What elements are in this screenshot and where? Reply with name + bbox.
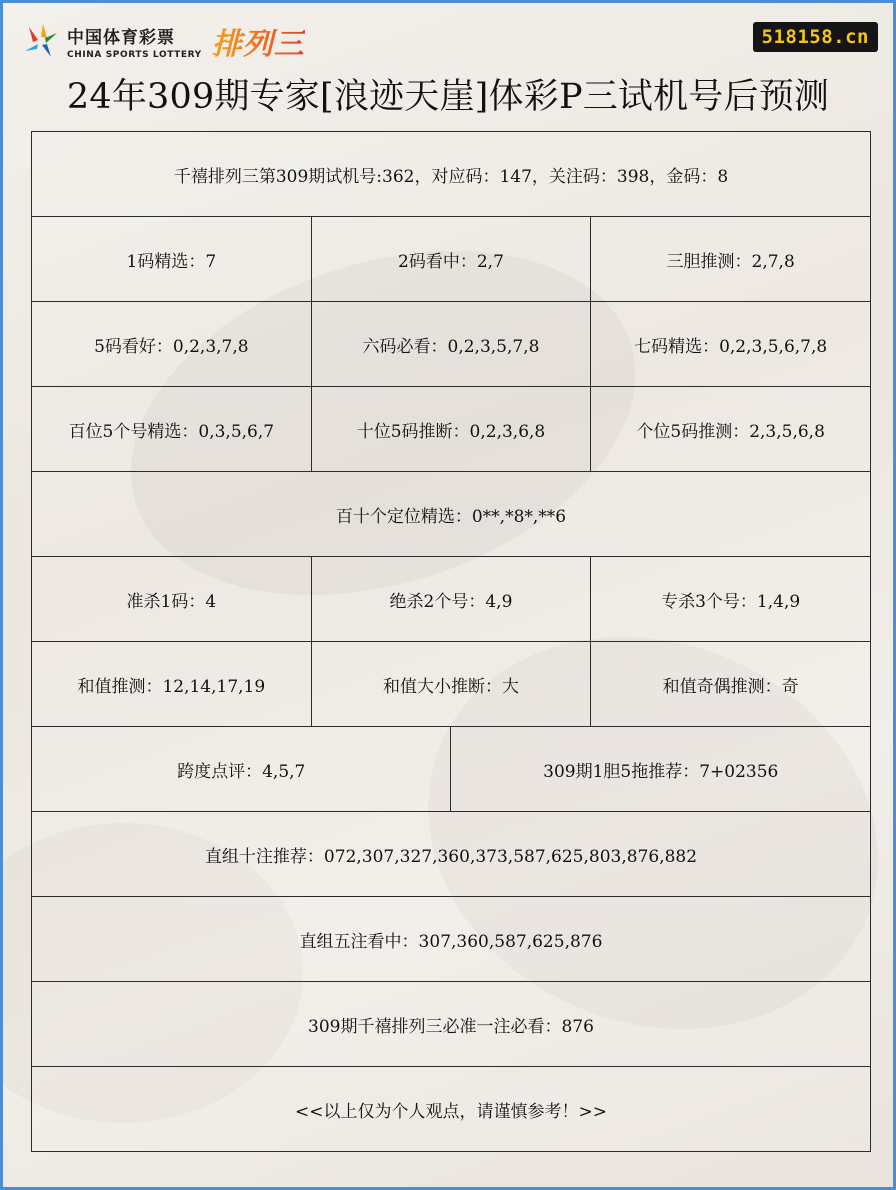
table-cell: 直组五注看中：307,360,587,625,876 (32, 897, 871, 982)
table-cell: 六码必看：0,2,3,5,7,8 (311, 302, 591, 387)
table-cell: 和值大小推断：大 (311, 642, 591, 727)
table-cell: 准杀1码：4 (32, 557, 312, 642)
table-cell: 5码看好：0,2,3,7,8 (32, 302, 312, 387)
table-row (32, 727, 871, 812)
china-sports-lottery-logo (21, 19, 305, 63)
table-row (32, 132, 871, 217)
header (3, 3, 893, 131)
prediction-table (31, 131, 871, 1152)
lottery-star-logo-icon (21, 21, 61, 61)
table-cell: 跨度点评：4,5,7 (32, 727, 451, 812)
disclaimer: <<以上仅为个人观点，请谨慎参考！>> (32, 1067, 871, 1152)
table-cell: 百位5个号精选：0,3,5,6,7 (32, 387, 312, 472)
table-cell: 和值奇偶推测：奇 (591, 642, 871, 727)
table-cell: 绝杀2个号：4,9 (311, 557, 591, 642)
site-badge: 518158.cn (753, 22, 878, 52)
table-row (32, 472, 871, 557)
table-row (32, 387, 871, 472)
table-cell: 专杀3个号：1,4,9 (591, 557, 871, 642)
table-cell: 千禧排列三第309期试机号:362，对应码：147，关注码：398，金码：8 (32, 132, 871, 217)
logo-chinese-text: 中国体育彩票 (67, 27, 175, 48)
table-row (32, 217, 871, 302)
table-cell: 三胆推测：2,7,8 (591, 217, 871, 302)
table-cell: 和值推测：12,14,17,19 (32, 642, 312, 727)
table-cell: 1码精选：7 (32, 217, 312, 302)
table-cell: 百十个定位精选：0**,*8*,**6 (32, 472, 871, 557)
game-name-logo: 排列三 (212, 19, 305, 63)
table-cell: 309期千禧排列三必准一注必看：876 (32, 982, 871, 1067)
table-row (32, 982, 871, 1067)
table-cell: 2码看中：2,7 (311, 217, 591, 302)
logo-english-text: CHINA SPORTS LOTTERY (67, 49, 202, 60)
table-cell: 个位5码推测：2,3,5,6,8 (591, 387, 871, 472)
table-row (32, 302, 871, 387)
table-row (32, 642, 871, 727)
table-row (32, 557, 871, 642)
table-cell: 十位5码推断：0,2,3,6,8 (311, 387, 591, 472)
table-row (32, 1067, 871, 1152)
table-cell: 309期1胆5拖推荐：7+02356 (451, 727, 871, 812)
table-cell: 七码精选：0,2,3,5,6,7,8 (591, 302, 871, 387)
table-row (32, 897, 871, 982)
table-row (32, 812, 871, 897)
table-cell: 直组十注推荐：072,307,327,360,373,587,625,803,876,882 (32, 812, 871, 897)
page-title: 24年309期专家[浪迹天崖]体彩P三试机号后预测 (66, 77, 830, 117)
